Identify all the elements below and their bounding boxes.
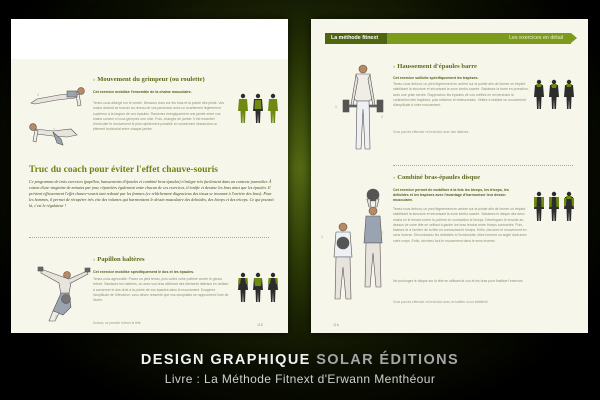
chevron-right-icon: › [93,76,96,83]
climber-exercise-illustration [23,69,91,155]
muscle-diagram-shrug [533,79,575,111]
header-book-title: La méthode fitnext [325,33,387,44]
section-note-shrug: Vous pouvez effectuer cet exercice avec des haltères. [393,130,470,134]
muscle-diagram-climber [237,93,279,125]
chevron-right-icon: › [93,256,96,263]
page-number: 116 [333,323,339,327]
page-header-bar [325,33,571,44]
step-number-2: 2 [55,315,57,319]
left-book-page [11,19,288,333]
left-page-top-band [11,19,288,59]
step-number-1: 1 [335,105,337,109]
step-number-1: 1 [37,93,39,97]
section-divider [393,165,573,166]
header-arrow-icon [571,33,577,43]
muscle-diagram-butterfly [237,272,279,304]
header-chapter-title: Les exercices en détail [509,35,563,41]
section-body-shrug: Tenez-vous debout, un pied légèrement en arrière sur la pointe afin de former un trépied stabilisant la structure et sécurisant la zone lombo-sacrée. Saisissez la barre en pronation, avec une prise serrée. Rapprochez les épaules de vos oreilles en recherchant la contraction des trapèzes, puis relâchez et redescendez. Veillez à réaliser un mouvement d'amplitude à votre mouvement. [393,82,529,108]
section-note-disc-combo: Vous pouvez effectuer cet exercice avec un haltère ou un kettlebell. [393,300,489,304]
section-intro-butterfly: Cet exercice mobilise spécifiquement le dos et les épaules. [93,270,195,274]
chevron-right-icon: › [393,63,396,70]
section-intro-shrug: Cet exercice sollicite spécifiquement les trapèzes. [393,76,479,80]
section-note-butterfly: Surtout, ce prendre relever le tête. [93,321,142,325]
caption-title-main: DESIGN GRAPHIQUE [140,352,311,368]
coach-tip-text: Ce programme de trois exercices (papillon, haussements d'épaules et combiné bras-épaules) n'intègre très facilement dans un contexte journalier. À raison d'une vingtaine de minutes par jour, répartiées également entre chacun de ces exercices, il tonifie et dessine les bras ainsi que les épaules. Il prévient efficacement l'effet chauve-souris tant redouté par les femmes (ce relâchement disgracieux des tissus se trouvant à l'arrière des bras). Pour les hommes, il permet de récupérer très vite des volumes qui harmonisent le dessin musculaire des deltoïdes, des biceps et des triceps. Ce qui pouvait là, c'est le régulateur ! [29,179,274,209]
section-body-butterfly: Tenez-vous agenouillé. Posez un pied tendu, puis collez votre poitrine contre le genou relevé. Saisissez les haltères, un avec vos bras affichant des éléments latéraux en veillant à conserver le dos droit à la pointe de vos épaules dans le mouvement. Exagérez l'amplitude de l'élévation, vous devez ressentir que vos omoplates se rapprochent l'une de l'autre. [93,277,229,303]
page-number: 115 [257,323,263,327]
step-number-2: 2 [53,128,55,132]
barbell-shrug-illustration [339,59,387,155]
step-number-2: 2 [381,115,383,119]
section-title-shrug: › Haussement d'épaules barre [393,63,477,70]
section-title-climber: › Mouvement du grimpeur (ou roulette) [93,76,205,83]
step-number-1: 1 [69,281,71,285]
section-body-climber: Tenez-vous allongé sur le ventre. Dessous vous sur les bras et la pointe des pieds. Vos mains doivent se trouver au niveau de vos pectoraux avec un écartement légèrement supérieur à la largeur de vos épaules. Ramenez énergiquement une jambe entre vos mains comme si vous grimpiez une côte. Puis, changez de jambe. Il est essentiel d'exécuter le mouvement le plus rapidement possible en conservant néanmoins un élément horizontal entre chaque jambe. [93,101,224,132]
section-divider [29,237,269,238]
step-number-1: 1 [321,235,323,239]
disc-combo-illustration [327,187,393,313]
section-body-disc-combo: Tenez-vous debout, un pied légèrement en arrière sur la pointe afin de former un trépied stabilisant la structure et sécurisant la zone lombo-sacrée. Saisissez le disque des deux mains en le tenant contre la poitrine en contraction le biceps. Développez le ensuite au-dessus de votre tête en veillant à garder les bras tendus entre triceps contractés. Puis, baissez-le à l'arrière de la tête en contractant le triceps. Enfin, déroulez le mouvement en sens inverse. Décontractez les deltoïdes à l'horizontale, elles forment un angle droit avec votre corps. Enfin, décrivez tout le mouvement dans le sens inverse. [393,207,527,243]
section-intro-disc-combo: Cet exercice permet de mobiliser à la fois les biceps, les triceps, les deltoïdes et les trapèzes avec l'avantage d'harmoniser leur dessin musculaire. [393,188,509,202]
section-tip-disc-combo: Ne prolongez le disque sur la tête en utilisant le cou et les bras pour finaliser l'exercice. [393,279,524,283]
portfolio-caption-subtitle: Livre : La Méthode Fitnext d'Erwann Menthéour [164,372,436,386]
chevron-right-icon: › [393,174,396,181]
portfolio-caption-title [0,352,600,368]
muscle-diagram-disc-combo [533,191,575,223]
section-intro-climber: Cet exercice mobilise l'ensemble de la chaîne musculaire. [93,90,192,94]
caption-title-accent: SOLAR ÉDITIONS [316,352,460,368]
section-title-butterfly: › Papillon haltères [93,256,145,263]
section-title-disc-combo: › Combiné bras-épaules disque [393,174,481,181]
coach-tip-title: Truc du coach pour éviter l'effet chauve-souris [29,165,218,175]
right-book-page [311,19,588,333]
butterfly-dumbbell-illustration [33,255,96,325]
step-number-2: 2 [381,231,383,235]
